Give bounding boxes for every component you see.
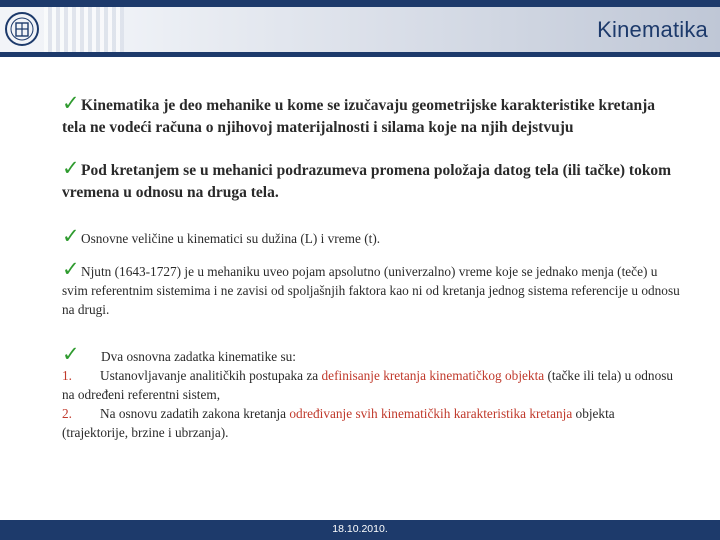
bullet-5	[62, 342, 682, 366]
slide-body	[62, 88, 682, 442]
task-2-number: 2.	[62, 406, 72, 421]
checkmark-icon: ✓	[62, 342, 80, 366]
checkmark-icon: ✓	[62, 91, 80, 115]
slide-title: Kinematika	[597, 17, 708, 42]
university-seal-icon	[4, 11, 40, 47]
task-1-text: Ustanovljavanje analitičkih postupaka za	[99, 368, 322, 383]
bullet-4-text: Njutn (1643-1727) je u mehaniku uveo pojam apsolutno (univerzalno) vreme koje se jednako menja (teče) u svim referentnim sistemima i ne zavisi od spoljašnjih faktora kao ni od kretanja jednog sistema referencije u odnosu na drugi.	[62, 264, 680, 317]
task-2	[62, 404, 682, 442]
slide-header	[0, 7, 720, 52]
task-2-highlight: određivanje svih kinematičkih karakteristika kretanja	[289, 406, 573, 421]
task-2-text-end: objekta (trajektorije, brzine i ubrzanja).	[62, 406, 615, 440]
bullet-3	[62, 224, 682, 248]
bullet-1-text: Kinematika je deo mehanike u kome se izučavaju geometrijske karakteristike kretanja tela ne vodeći računa o njihovoj materijalnosti i silama koje na njih dejstvuju	[62, 97, 656, 136]
task-1-highlight: definisanje kretanja kinematičkog objekta	[321, 368, 545, 383]
checkmark-icon: ✓	[62, 224, 80, 248]
task-2-text: Na osnovu zadatih zakona kretanja	[99, 406, 290, 421]
checkmark-icon: ✓	[62, 257, 80, 281]
checkmark-icon: ✓	[62, 156, 80, 180]
bullet-2-text: Pod kretanjem se u mehanici podrazumeva promena položaja datog tela (ili tačke) tokom vremena u odnosu na druga tela.	[62, 162, 672, 201]
slide-footer	[0, 520, 720, 540]
task-1	[62, 366, 682, 404]
bullet-4	[62, 257, 682, 319]
bullet-1	[62, 91, 682, 139]
task-1-text-end: (tačke ili tela) u odnosu na određeni referentni sistem,	[62, 368, 674, 402]
bullet-2	[62, 156, 682, 204]
task-1-number: 1.	[62, 368, 72, 383]
header-rule	[0, 52, 720, 57]
bullet-3-text: Osnovne veličine u kinematici su dužina (L) i vreme (t).	[81, 231, 381, 246]
header-decoration	[44, 7, 124, 52]
top-rule	[0, 0, 720, 7]
bullet-5-text: Dva osnovna zadatka kinematike su:	[101, 349, 296, 364]
footer-date: 18.10.2010.	[332, 523, 388, 535]
